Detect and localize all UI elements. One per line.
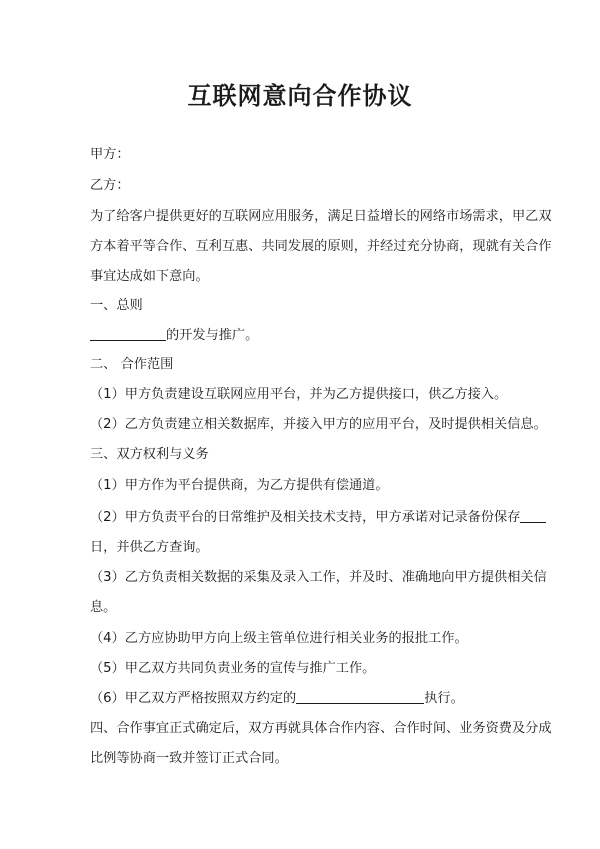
- section-3-item-2a: [90, 509, 520, 527]
- intro-line-2: 方本着平等合作、互利互惠、共同发展的原则，并经过充分协商，现就有关合作: [90, 239, 552, 254]
- section-3-item-6: [90, 690, 520, 708]
- section-2-heading: 二、 合作范围: [90, 357, 174, 372]
- section-3-item-4: （4）乙方应协助甲方向上级主管单位进行相关业务的报批工作。: [90, 631, 468, 646]
- party-b-label: 乙方：: [90, 178, 130, 193]
- section-3-item-5: （5）甲乙双方共同负责业务的宣传与推广工作。: [90, 661, 376, 676]
- intro-line-1: 为了给客户提供更好的互联网应用服务，满足日益增长的网络市场需求，甲乙双: [90, 209, 552, 224]
- section-3-item-6-text: （6）甲乙双方严格按照双方约定的: [90, 691, 297, 706]
- section-1-heading: 一、总则: [90, 298, 143, 313]
- section-3-item-2a-text: （2）甲方负责平台的日常维护及相关技术支持，甲方承诺对记录备份保存: [90, 510, 521, 525]
- document-title: 互联网意向合作协议: [187, 81, 413, 110]
- section-3-item-3b: 息。: [90, 600, 117, 615]
- fill-blank: [520, 509, 546, 523]
- section-4-line-2: 比例等协商一致并签订正式合同。: [90, 751, 288, 766]
- fill-blank: [296, 690, 424, 704]
- section-2-item-1: （1）甲方负责建设互联网应用平台，并为乙方提供接口，供乙方接入。: [90, 387, 508, 402]
- section-3-item-1: （1）甲方作为平台提供商，为乙方提供有偿通道。: [90, 478, 389, 493]
- section-1-line: [90, 327, 520, 345]
- section-3-item-2b: 日，并供乙方查询。: [90, 540, 209, 555]
- section-1-text: 的开发与推广。: [166, 328, 259, 343]
- party-a-label: 甲方：: [90, 147, 130, 162]
- intro-line-3: 事宜达成如下意向。: [90, 269, 209, 284]
- section-3-item-6-end: 执行。: [424, 691, 464, 706]
- section-3-item-3a: （3）乙方负责相关数据的采集及录入工作，并及时、准确地向甲方提供相关信: [90, 570, 547, 585]
- section-2-item-2: （2）乙方负责建立相关数据库，并接入甲方的应用平台，及时提供相关信息。: [90, 417, 547, 432]
- fill-blank: [90, 327, 166, 341]
- section-4-line-1: 四、合作事宜正式确定后，双方再就具体合作内容、合作时间、业务资费及分成: [90, 721, 552, 736]
- section-3-heading: 三、双方权利与义务: [90, 447, 209, 462]
